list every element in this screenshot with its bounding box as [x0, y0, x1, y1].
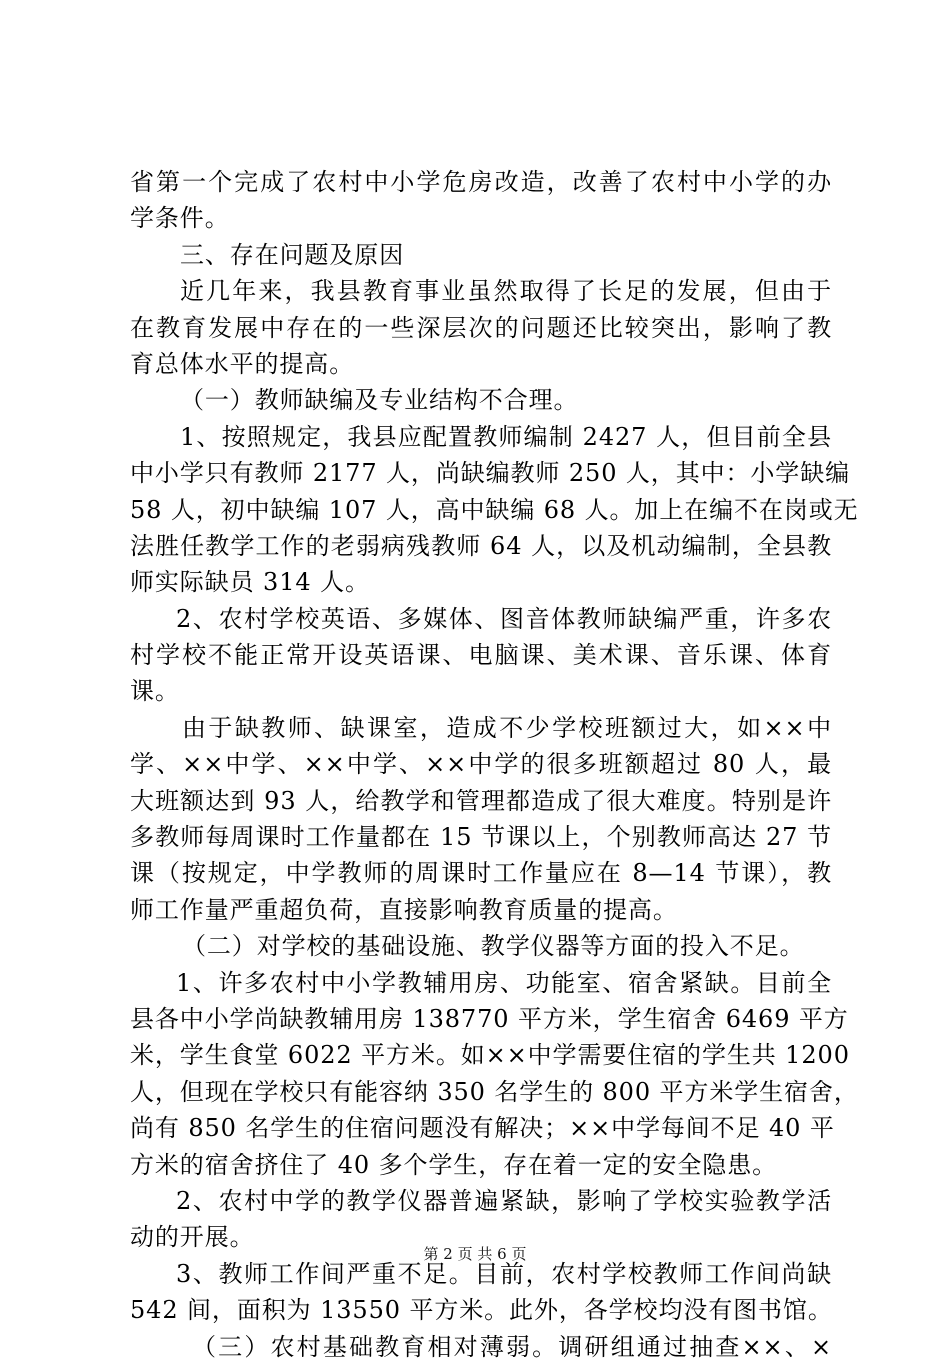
text-line: 育总体水平的提高。 [130, 349, 355, 378]
text-line: 近几年来，我县教育事业虽然取得了长足的发展，但由于 [180, 277, 832, 306]
text-line: 尚有 850 名学生的住宿问题没有解决；××中学每间不足 40 平 [130, 1114, 835, 1143]
document-body [130, 164, 859, 1365]
text-line: 2、农村学校英语、多媒体、图音体教师缺编严重，许多农 [176, 604, 832, 633]
text-line: 学条件。 [130, 204, 230, 233]
text-line: 1、按照规定，我县应配置教师编制 2427 人，但目前全县 [180, 422, 832, 451]
subsection-heading: （一）教师缺编及专业结构不合理。 [180, 386, 579, 415]
section-heading: 三、存在问题及原因 [180, 240, 405, 269]
text-line: 3、教师工作间严重不足。目前，农村学校教师工作间尚缺 [176, 1259, 832, 1288]
text-line: 在教育发展中存在的一些深层次的问题还比较突出，影响了教 [130, 313, 832, 342]
text-line: 由于缺教师、缺课室，造成不少学校班额过大，如××中 [182, 713, 832, 742]
text-line: 米，学生食堂 6022 平方米。如××中学需要住宿的学生共 1200 [130, 1041, 850, 1070]
text-line: 县各中小学尚缺教辅用房 138770 平方米，学生宿舍 6469 平方 [130, 1004, 849, 1033]
text-line: 法胜任教学工作的老弱病残教师 64 人，以及机动编制，全县教 [130, 531, 832, 560]
text-line: 村学校不能正常开设英语课、电脑课、美术课、音乐课、体育 [130, 641, 832, 670]
text-line: 学、××中学、××中学、××中学的很多班额超过 80 人，最 [130, 750, 832, 779]
text-line: 课。 [130, 677, 180, 706]
text-line: 人，但现在学校只有能容纳 350 名学生的 800 平方米学生宿舍， [130, 1077, 859, 1106]
subsection-heading: （二）对学校的基础设施、教学仪器等方面的投入不足。 [182, 932, 805, 961]
text-line: 课（按规定，中学教师的周课时工作量应在 8—14 节课），教 [130, 859, 832, 888]
text-line: 多教师每周课时工作量都在 15 节课以上，个别教师高达 27 节 [130, 823, 832, 852]
text-line: 2、农村中学的教学仪器普遍紧缺，影响了学校实验教学活 [176, 1186, 832, 1215]
text-line: 1、许多农村中小学教辅用房、功能室、宿舍紧缺。目前全 [176, 968, 832, 997]
page-number-footer: 第 2 页 共 6 页 [423, 1245, 527, 1263]
text-line: 方米的宿舍挤住了 40 多个学生，存在着一定的安全隐患。 [130, 1150, 777, 1179]
text-line: 师工作量严重超负荷，直接影响教育质量的提高。 [130, 895, 678, 924]
text-line: 58 人，初中缺编 107 人，高中缺编 68 人。加上在编不在岗或无 [130, 495, 859, 524]
text-line: 大班额达到 93 人，给教学和管理都造成了很大难度。特别是许 [130, 786, 832, 815]
subsection-heading: （三）农村基础教育相对薄弱。调研组通过抽查××、× [192, 1332, 832, 1361]
text-line: 动的开展。 [130, 1223, 255, 1252]
text-line: 中小学只有教师 2177 人，尚缺编教师 250 人，其中：小学缺编 [130, 459, 851, 488]
text-line: 542 间，面积为 13550 平方米。此外，各学校均没有图书馆。 [130, 1296, 833, 1325]
text-line: 省第一个完成了农村中小学危房改造，改善了农村中小学的办 [130, 168, 832, 196]
text-line: 师实际缺员 314 人。 [130, 568, 370, 597]
